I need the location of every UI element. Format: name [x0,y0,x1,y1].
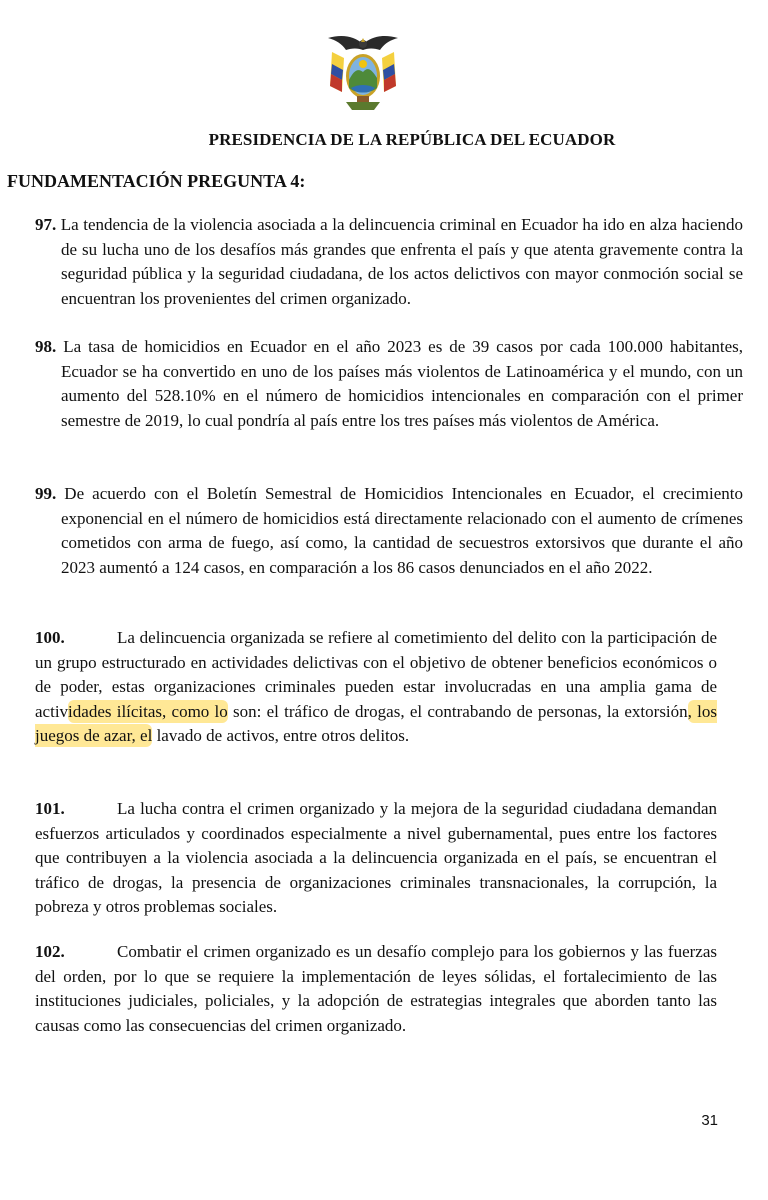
paragraph-text: La delincuencia organizada se refiere al cometimiento del delito con la participación de un grupo estructurado en actividades delictivas con el objetivo de obtener beneficios económicos o de poder, estas organizaciones criminales pueden estar involucradas en una amplia gama de activ [35,628,717,721]
paragraph-99 [35,482,743,580]
paragraph-102 [35,940,717,1038]
paragraph-text: lavado de activos, entre otros delitos. [152,726,410,745]
highlighted-text: idades ilícitas, como lo [68,701,228,721]
paragraph-text: La lucha contra el crimen organizado y la mejora de la seguridad ciudadana demandan esfuerzos articulados y coordinados especialmente a nivel gubernamental, pues entre los factores que contribuyen a la violencia asociada a la delincuencia organizada en el país, se encuentran el tráfico de drogas, la presencia de organizaciones criminales transnacionales, la corrupción, la pobreza y otros problemas sociales. [35,799,717,916]
page-number: 31 [701,1112,718,1129]
paragraph-number: 101. [35,799,65,818]
paragraph-number: 100. [35,628,65,647]
paragraph-number: 102. [35,942,65,961]
paragraph-text: De acuerdo con el Boletín Semestral de Homicidios Intencionales en Ecuador, el crecimiento exponencial en el número de homicidios está directamente relacionado con el aumento de crímenes cometidos con arma de fuego, así como, la cantidad de secuestros extorsivos que durante el año 2023 aumentó a 124 casos, en comparación a los 86 casos denunciados en el año 2022. [61,484,743,577]
paragraph-100 [35,626,717,749]
paragraph-text: La tendencia de la violencia asociada a la delincuencia criminal en Ecuador ha ido en alza haciendo de su lucha uno de los desafíos más grandes que enfrenta el país y que atenta gravemente contra la seguridad pública y la seguridad ciudadana, de los actos delictivos con mayor conmoción social se encuentran los provenientes del crimen organizado. [60,215,743,308]
paragraph-text: son: el tráfico de drogas, el contrabando de personas, la extorsión [227,701,688,721]
highlighted-text: , los juegos de azar, el [35,701,717,745]
section-title: FUNDAMENTACIÓN PREGUNTA 4: [7,171,306,191]
paragraph-number: 97. [35,215,57,234]
institution-header: PRESIDENCIA DE LA REPÚBLICA DEL ECUADOR [208,130,616,149]
paragraph-text: Combatir el crimen organizado es un desafío complejo para los gobiernos y las fuerzas del orden, por lo que se requiere la implementación de leyes sólidas, el fortalecimiento de las instituciones judiciales, policiales, y la adopción de estrategias integrales que aborden tanto las causas como las consecuencias del crimen organizado. [35,942,717,1035]
paragraph-98 [35,335,743,433]
paragraph-text: La tasa de homicidios en Ecuador en el año 2023 es de 39 casos por cada 100.000 habitantes, Ecuador se ha convertido en uno de los países más violentos de Latinoamérica y el mundo, con un aumento del 528.10% en el número de homicidios intencionales en comparación con el primer semestre de 2019, lo cual pondría al país entre los tres países más violentos de América. [61,337,744,430]
ecuador-coat-of-arms-icon [324,30,402,114]
paragraph-97 [35,213,743,311]
paragraph-number: 98. [35,337,57,356]
paragraph-101 [35,797,717,920]
paragraph-number: 99. [35,484,57,503]
